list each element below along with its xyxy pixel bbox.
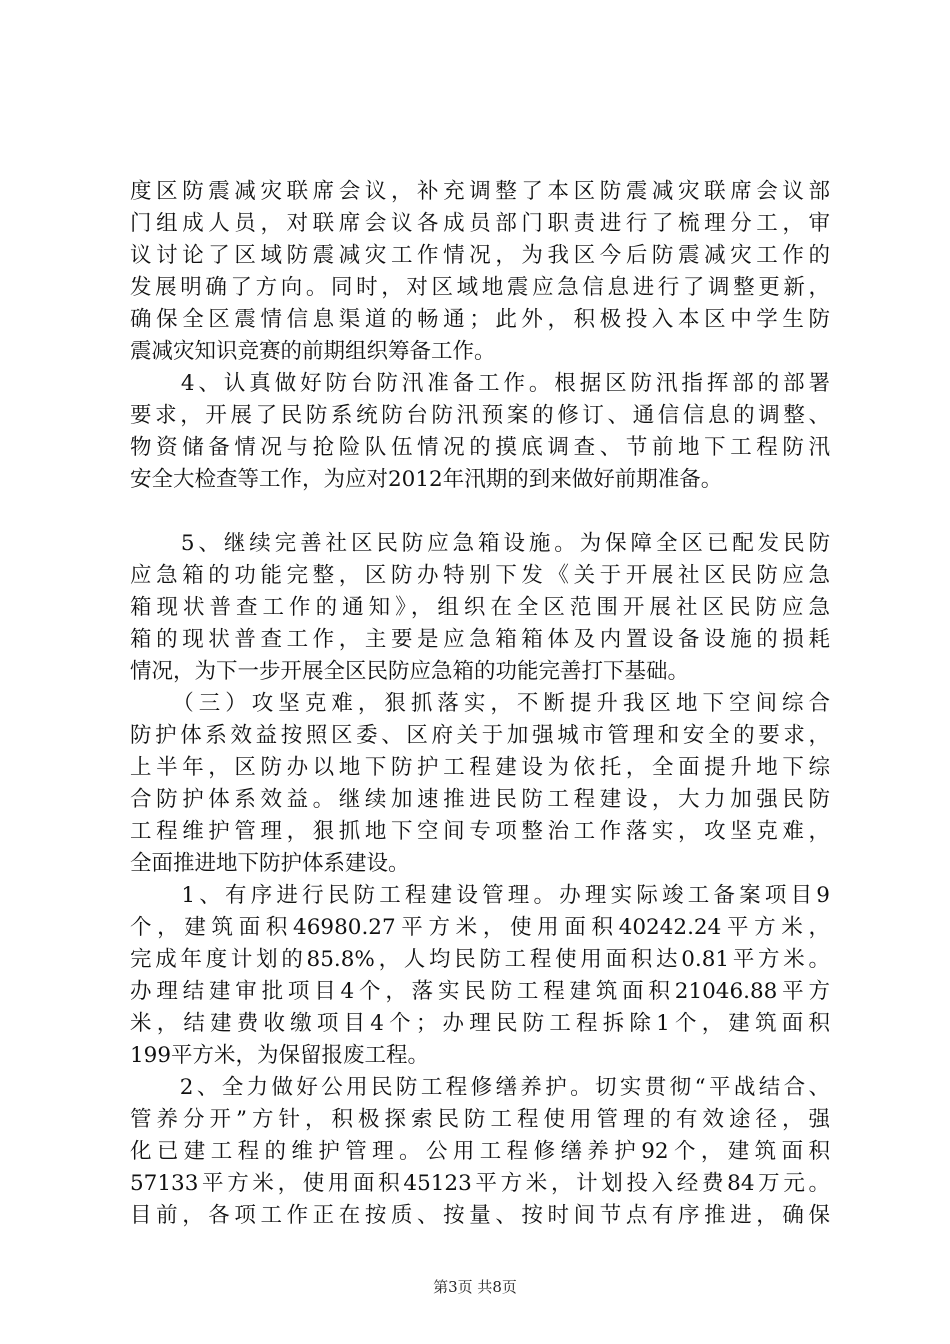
text-line: 议讨论了区域防震减灾工作情况，为我区今后防震减灾工作的: [130, 243, 830, 268]
text-line: 57133平方米，使用面积45123平方米，计划投入经费84万元。: [130, 1171, 830, 1196]
text-line: 米，结建费收缴项目4个；办理民防工程拆除1个，建筑面积: [130, 1011, 830, 1036]
text-line: （三）攻坚克难，狠抓落实，不断提升我区地下空间综合: [130, 691, 830, 716]
text-line: 震减灾知识竞赛的前期组织筹备工作。: [130, 339, 496, 364]
text-line: 199平方米，为保留报废工程。: [130, 1043, 430, 1068]
text-line: 物资储备情况与抢险队伍情况的摸底调查、节前地下工程防汛: [130, 435, 830, 460]
text-line: 化已建工程的维护管理。公用工程修缮养护92个，建筑面积: [130, 1139, 830, 1164]
text-line: 4、认真做好防台防汛准备工作。根据区防汛指挥部的部署: [130, 371, 830, 396]
text-line: 上半年，区防办以地下防护工程建设为依托，全面提升地下综: [130, 755, 830, 780]
text-line: 1、有序进行民防工程建设管理。办理实际竣工备案项目9: [130, 883, 830, 908]
page-footer: 第3页 共8页: [433, 1278, 517, 1296]
text-line: 安全大检查等工作，为应对2012年汛期的到来做好前期准备。: [130, 467, 723, 492]
text-line: 管养分开”方针，积极探索民防工程使用管理的有效途径，强: [130, 1107, 830, 1132]
text-line: 全面推进地下防护体系建设。: [130, 851, 410, 876]
text-line: 合防护体系效益。继续加速推进民防工程建设，大力加强民防: [130, 787, 830, 812]
text-line: 箱现状普查工作的通知》，组织在全区范围开展社区民防应急: [130, 595, 830, 620]
text-line: 2、全力做好公用民防工程修缮养护。切实贯彻“平战结合、: [130, 1075, 830, 1100]
text-line: 防护体系效益按照区委、区府关于加强城市管理和安全的要求，: [130, 723, 830, 748]
text-line: 箱的现状普查工作，主要是应急箱箱体及内置设备设施的损耗: [130, 627, 830, 652]
text-line: 个，建筑面积46980.27平方米，使用面积40242.24平方米，: [130, 915, 830, 940]
text-line: 门组成人员，对联席会议各成员部门职责进行了梳理分工，审: [130, 211, 830, 236]
text-line: 发展明确了方向。同时，对区域地震应急信息进行了调整更新，: [130, 275, 830, 300]
text-line: 5、继续完善社区民防应急箱设施。为保障全区已配发民防: [130, 531, 830, 556]
text-line: 办理结建审批项目4个，落实民防工程建筑面积21046.88平方: [130, 979, 830, 1004]
text-line: 要求，开展了民防系统防台防汛预案的修订、通信信息的调整、: [130, 403, 830, 428]
text-line: 完成年度计划的85.8%，人均民防工程使用面积达0.81平方米。: [130, 947, 830, 972]
text-line: 工程维护管理，狠抓地下空间专项整治工作落实，攻坚克难，: [130, 819, 830, 844]
paragraph-gap: [130, 496, 830, 528]
text-line: 确保全区震情信息渠道的畅通；此外，积极投入本区中学生防: [130, 307, 830, 332]
document-body: [130, 176, 830, 1232]
text-line: 应急箱的功能完整，区防办特别下发《关于开展社区民防应急: [130, 563, 830, 588]
text-line: 目前，各项工作正在按质、按量、按时间节点有序推进，确保: [130, 1203, 830, 1228]
text-line: 度区防震减灾联席会议，补充调整了本区防震减灾联席会议部: [130, 179, 830, 204]
text-line: 情况，为下一步开展全区民防应急箱的功能完善打下基础。: [130, 659, 690, 684]
